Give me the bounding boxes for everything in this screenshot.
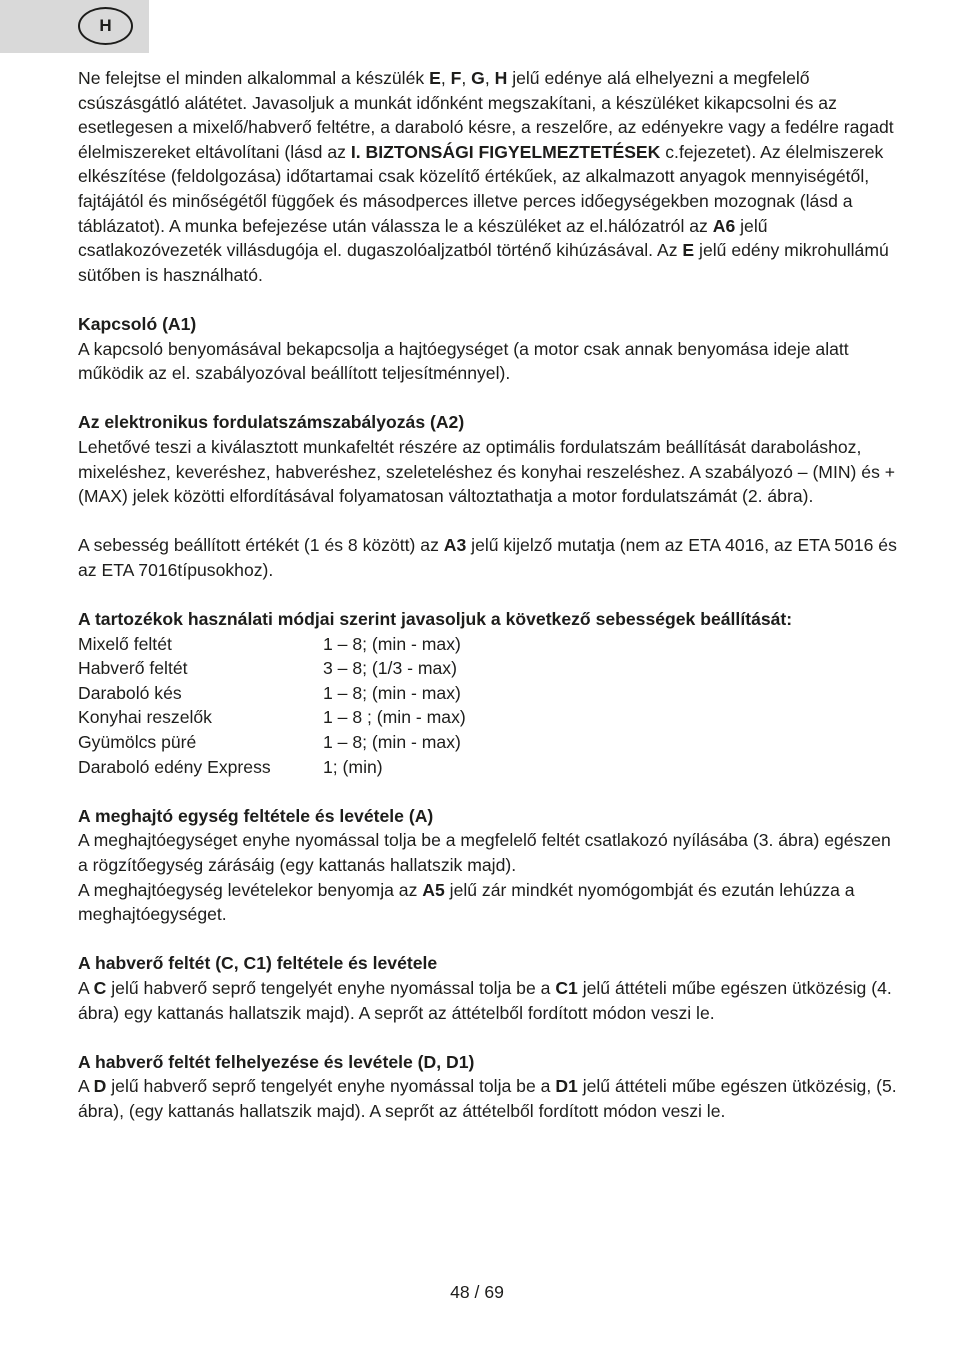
text-run: jelű csatlakozóvezeték villásdugója el. dugaszolóaljzatból történő kihúzásával. Az [78,215,768,261]
bold-run: A5 [422,879,445,900]
text-run: jelű habverő seprő tengelyét enyhe nyomással tolja be a [106,1076,556,1097]
section-text [78,878,898,927]
bold-run: D1 [555,1076,578,1097]
table-row [78,755,466,780]
accessory-cell: Daraboló kés [78,682,182,703]
bold-run: I. BIZTONSÁGI FIGYELMEZTETÉSEK [350,141,661,162]
table-row [78,632,466,657]
text-run: jelű edénye alá elhelyezni a megfelelő csúszásgátló alátétet. Javasoljuk a munkát időnként megszakítani, a készüléket kikapcsolni és az esetlegesen a mixelő/habverő feltétre, a daraboló késre, a reszelőre, az edényekre vagy a fedélre ragadt élelmiszereket eltávolítani (lásd az [78,68,894,162]
bold-run: G [471,68,485,88]
text-run: A meghajtóegység levételekor benyomja az [78,879,423,900]
bold-run: F [450,68,462,88]
text-run: A [78,977,94,998]
text-run: A sebesség beállított értékét (1 és 8 között) az [78,535,444,556]
bold-run: C1 [555,977,578,998]
table-row [78,705,466,730]
bold-run: D [93,1076,107,1097]
table-row [78,730,466,755]
speed-table [78,632,466,780]
accessory-cell: Daraboló edény Express [78,756,271,777]
page-content [78,66,898,1124]
speed-cell: 3 – 8; (1/3 - max) [323,658,457,679]
page-number: 48 / 69 [450,1282,504,1302]
text-run: jelű áttételi műbe egészen ütközésig (4. ábra) egy kattanás hallatszik majd). A seprőt az áttételből fordított módon veszi le. [78,977,892,1023]
intro-paragraph [78,66,898,287]
accessory-cell: Gyümölcs püré [78,732,197,753]
text-run: jelű habverő seprő tengelyét enyhe nyomással tolja be a [106,977,556,998]
text-run: Ne felejtse el minden alkalommal a készülék [78,68,430,88]
section-heading: A tartozékok használati módjai szerint javasoljuk a következő sebességek beállítását: [78,609,793,630]
bold-run: A6 [712,215,736,236]
section-text: A meghajtóegységet enyhe nyomással tolja be a megfelelő feltét csatlakozó nyílásába (3. ábra) egészen a rögzítőegység zárásáig (egy kattanás hallatszik majd). [78,830,891,875]
text-run: , [461,68,472,88]
section-text [78,1074,898,1123]
text-run: , [484,68,495,88]
bold-run: A3 [443,535,467,556]
language-tab [0,0,149,53]
section-heading: Kapcsoló (A1) [78,313,197,334]
text-run: c.fejezetet). Az élelmiszerek elkészítése (feldolgozása) időtartamai csak közelítő értékűek, az alkalmazott anyagok mennyiségétől, fajtájától és minőségétől függőek és másodperces illetve perces időegységekben mozognak (lásd a táblázatot). A munka befejezése után válassza le a készüléket az el.hálózatról az [78,141,884,236]
section-heading: A meghajtó egység feltétele és levétele (A) [78,805,434,826]
section-heading: Az elektronikus fordulatszámszabályozás (A2) [78,412,465,433]
speed-cell: 1; (min) [323,756,383,777]
section-text: A kapcsoló benyomásával bekapcsolja a hajtóegységet (a motor csak annak benyomása ideje alatt működik az el. szabályozóval beállított teljesítménnyel). [78,338,849,384]
language-badge: H [78,7,133,45]
text-run: jelű edény mikrohullámú sütőben is használható. [78,240,889,285]
text-run: jelű zár mindkét nyomógombját és ezután lehúzza a meghajtóegységet. [78,879,855,925]
table-row [78,681,466,706]
text-run: , [440,68,451,88]
section-text: Lehetővé teszi a kiválasztott munkafeltét részére az optimális fordulatszám beállítását daraboláshoz, mixeléshez, keveréshez, habveréshez, szeleteléshez és konyhai reszeléshez. A szabályozó – (MIN) és + (MAX) jelek közötti elfordításával folyamatosan változtathatja a motor fordulatszámát (2. ábra). [78,436,896,507]
text-run: jelű áttételi műbe egészen ütközésig, (5. ábra), (egy kattanás hallatszik majd). A seprőt az áttételből fordított módon veszi le. [78,1076,897,1121]
bold-run: E [429,68,441,88]
speed-cell: 1 – 8; (min - max) [323,732,461,753]
table-row [78,656,466,681]
section-text [78,976,898,1025]
speed-cell: 1 – 8; (min - max) [323,633,461,654]
speed-cell: 1 – 8; (min - max) [323,682,461,703]
speed-cell: 1 – 8 ; (min - max) [323,707,466,728]
display-paragraph [78,533,898,582]
bold-run: H [494,68,508,88]
accessory-cell: Habverő feltét [78,658,188,679]
section-heading: A habverő feltét (C, C1) feltétele és levétele [78,953,438,974]
text-run: A [78,1076,94,1097]
accessory-cell: Mixelő feltét [78,633,172,654]
bold-run: E [682,240,695,261]
bold-run: C [93,977,107,998]
text-run: jelű kijelző mutatja (nem az ETA 4016, az ETA 5016 és az ETA 7016típusokhoz). [78,535,897,580]
section-heading: A habverő feltét felhelyezése és levétele (D, D1) [78,1051,475,1072]
accessory-cell: Konyhai reszelők [78,707,212,728]
